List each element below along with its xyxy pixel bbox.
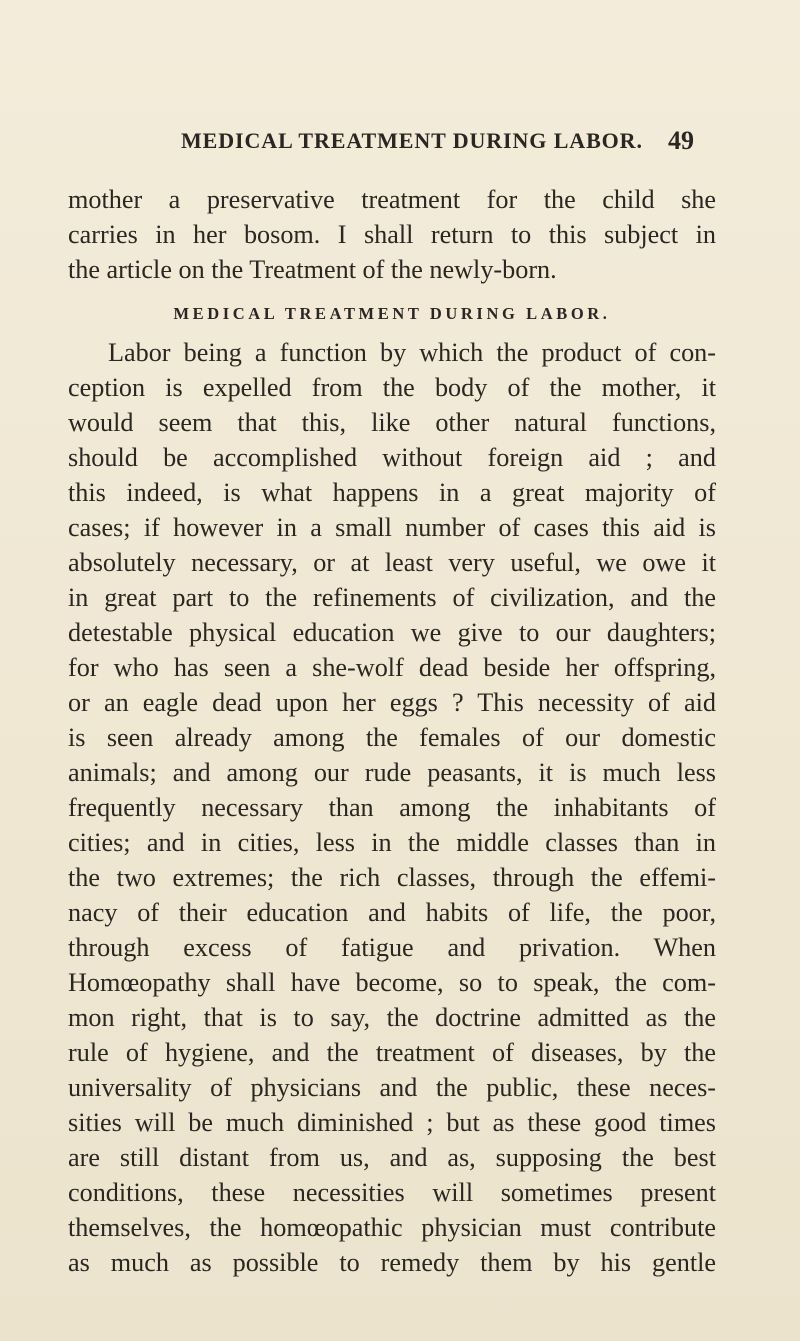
text-line: in great part to the refinements of civilization, and the	[68, 583, 716, 612]
text-line: Labor being a function by which the product of con-	[108, 338, 716, 367]
text-line: for who has seen a she-wolf dead beside her offspring,	[68, 653, 716, 682]
text-line: ception is expelled from the body of the mother, it	[68, 373, 716, 402]
text-line: sities will be much diminished ; but as these good times	[68, 1108, 716, 1137]
text-line: Homœopathy shall have become, so to speak, the com-	[68, 968, 716, 997]
text-line: nacy of their education and habits of life, the poor,	[68, 898, 716, 927]
text-line: would seem that this, like other natural functions,	[68, 408, 716, 437]
text-line: cases; if however in a small number of cases this aid is	[68, 513, 716, 542]
text-line: as much as possible to remedy them by his gentle	[68, 1248, 716, 1277]
text-line: through excess of fatigue and privation. When	[68, 933, 716, 962]
text-line: cities; and in cities, less in the middle classes than in	[68, 828, 716, 857]
text-line: animals; and among our rude peasants, it is much less	[68, 758, 716, 787]
running-header	[0, 128, 800, 168]
text-line: are still distant from us, and as, supposing the best	[68, 1143, 716, 1172]
text-line: mon right, that is to say, the doctrine admitted as the	[68, 1003, 716, 1032]
text-line: themselves, the homœopathic physician must contribute	[68, 1213, 716, 1242]
text-line: or an eagle dead upon her eggs ? This necessity of aid	[68, 688, 716, 717]
text-line: this indeed, is what happens in a great majority of	[68, 478, 716, 507]
text-line: is seen already among the females of our domestic	[68, 723, 716, 752]
text-line: carries in her bosom. I shall return to this subject in	[68, 220, 716, 249]
text-line: should be accomplished without foreign aid ; and	[68, 443, 716, 472]
text-line: the two extremes; the rich classes, through the effemi-	[68, 863, 716, 892]
text-line: conditions, these necessities will sometimes present	[68, 1178, 716, 1207]
running-title: MEDICAL TREATMENT DURING LABOR.	[181, 128, 643, 153]
text-line: universality of physicians and the public, these neces-	[68, 1073, 716, 1102]
page-number: 49	[668, 126, 694, 155]
text-line: absolutely necessary, or at least very useful, we owe it	[68, 548, 716, 577]
text-line: mother a preservative treatment for the child she	[68, 185, 716, 214]
text-line: frequently necessary than among the inhabitants of	[68, 793, 716, 822]
text-line: detestable physical education we give to our daughters;	[68, 618, 716, 647]
text-line: rule of hygiene, and the treatment of diseases, by the	[68, 1038, 716, 1067]
body-text	[68, 182, 716, 1280]
text-line: the article on the Treatment of the newly-born.	[68, 255, 557, 284]
section-heading: MEDICAL TREATMENT DURING LABOR.	[173, 304, 611, 323]
